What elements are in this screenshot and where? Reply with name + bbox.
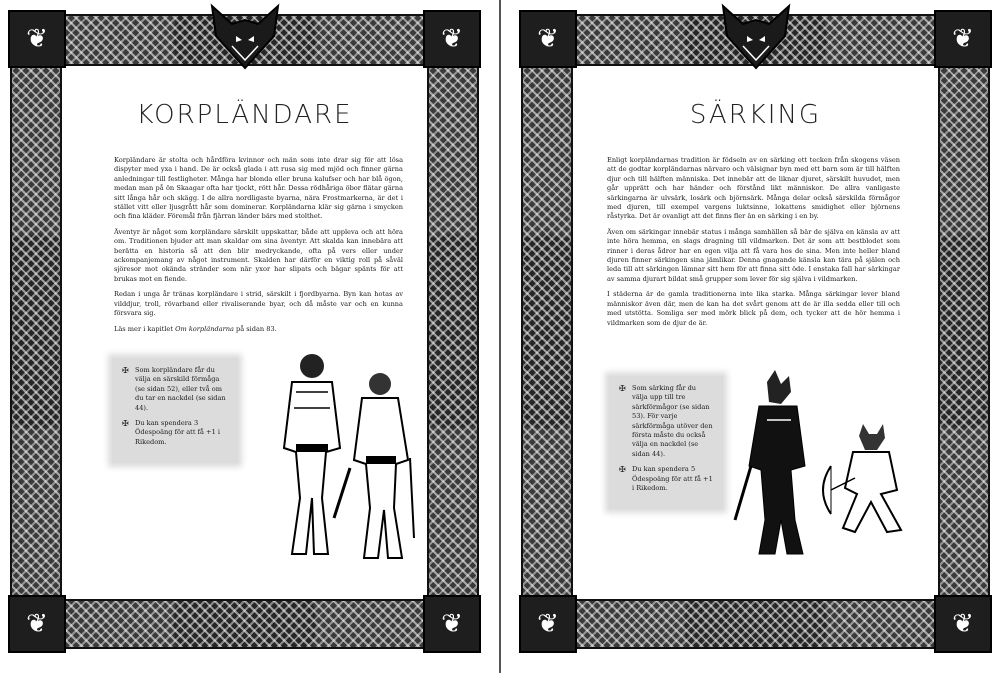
paragraph: Korpländare är stolta och hårdföra kvinnor och män som inte drar sig för att lösa dispyter med yxa i hand. De är också glada i att rusa sig med mjöd och finner gärna anledningar till festligheter. Många har blonda eller bruna kalufser och har blå ögon, medan man på ön Skaagar ofta har tjockt, rött hår. Dessa rödhåriga öbor flätar gärna sitt långa hår och skägg. I de allra nordligaste byarna, nära Frostmarkerna, är det i stället vitt eller ljusgrått hår som dominerar. Korpländarna klär sig gärna i smycken och fina kläder. Föremål från fjärran länder bärs med stolthet.: [114, 156, 403, 221]
page-content: [70, 70, 419, 595]
corner-ornament-icon: ❦: [519, 10, 577, 68]
corner-ornament-icon: ❦: [519, 595, 577, 653]
paragraph: Äventyr är något som korpländare särskilt uppskattar, både att uppleva och att höra om. Traditionen bjuder att man skaldar om sina äventyr. Att skalda kan innebära att berätta en historia så att den blir medryckande, ofta på vers eller under ackompanjemang av något instrument. Skalden har därför en viktig roll på såväl sjöresor mot okända stränder som när yxor har slipats och bägar spänts för att brukas mot en fiende.: [114, 227, 403, 283]
paragraph: Enligt korpländarnas tradition är födseln av en särking ett tecken från skogens väsen att de godtar korpländarnas närvaro och välsignar byn med ett barn som är till hälften djur och till hälften människa. Det innebär att de liknar djuret, särskilt huvudet, men går upprätt och har händer och förstånd likt människor. De allra vanligaste särkingarna är ulvsärk, losärk och björnsärk. Många delar också särskilda förmågor med djuren, till exempel vargens luktsinne, lokattens smidighet eller björnens råstyrka. Det är ovanligt att det finns fler än en särking i en by.: [607, 156, 900, 221]
paragraph: Även om särkingar innebär status i många samhällen så bär de själva en känsla av att inte höra hemma, en slags dragning till vildmarken. Det är som att bestblodet som rinner i deras ådror har en egen vilja att få vara hos de sina. Men inte heller bland djuren finner särkingen sina jämlikar. Denna gnagande känsla kan tära på själen och leda till att särkingen lämnar sitt hem för att finna sitt öde. I enstaka fall har särkingar av samma djurart bildat små grupper som lever för sig själva i vildmarken.: [607, 227, 900, 283]
rules-infobox: [112, 358, 238, 463]
frame-bottom: [521, 599, 990, 649]
chapter-reference: Om korpländarna: [175, 324, 234, 333]
bullet-icon: ✠: [619, 465, 626, 475]
list-item: ✠ Som korpländare får du välja en särskild förmåga (se sidan 52), eller två om du tar en nackdel (se sidan 44).: [122, 366, 226, 412]
list-item: ✠ Du kan spendera 3 Ödespoäng för att få +1 i Rikedom.: [122, 419, 220, 446]
warrior-illustration: [270, 348, 426, 564]
rules-infobox: [609, 376, 723, 509]
see-also-reference: Läs mer i kapitlet Om korpländarna på sidan 83.: [114, 324, 277, 333]
page-korplandare: [0, 0, 489, 673]
frame-left: [521, 14, 573, 649]
bullet-icon: ✠: [619, 384, 626, 393]
bullet-icon: ✠: [122, 366, 129, 375]
corner-ornament-icon: ❦: [423, 10, 481, 68]
body-text: [607, 156, 900, 334]
list-item: ✠ Du kan spendera 5 Ödespoäng för att få +1 i Rikedom.: [619, 465, 713, 493]
corner-ornament-icon: ❦: [423, 595, 481, 653]
frame-left: [10, 14, 62, 649]
corner-ornament-icon: ❦: [934, 595, 992, 653]
page-content: [581, 70, 930, 595]
page-title: SÄRKING: [689, 100, 822, 130]
frame-right: [427, 14, 479, 649]
wolf-head-crest-icon: [717, 2, 795, 72]
corner-ornament-icon: ❦: [8, 10, 66, 68]
bullet-icon: ✠: [122, 419, 129, 429]
corner-ornament-icon: ❦: [8, 595, 66, 653]
frame-right: [938, 14, 990, 649]
body-text: [114, 156, 403, 340]
paragraph: Redan i unga år tränas korpländare i strid, särskilt i fjordbyarna. Byn kan hotas av vilddjur, troll, rövarband eller rivaliserande byar, och då måste var och en kunna försvara sig.: [114, 290, 403, 318]
list-item: ✠ Som särking får du välja upp till tre särkförmågor (se sidan 53). För varje särkförmåga utöver den första måste du också välja en nackdel (se sidan 44).: [619, 384, 713, 458]
page-divider: [499, 0, 501, 673]
page-sarking: [511, 0, 1000, 673]
page-title: KORPLÄNDARE: [136, 100, 353, 130]
beast-folk-illustration: [731, 370, 921, 560]
frame-bottom: [10, 599, 479, 649]
corner-ornament-icon: ❦: [934, 10, 992, 68]
wolf-head-crest-icon: [206, 2, 284, 72]
paragraph: I städerna är de gamla traditionerna inte lika starka. Många särkingar lever bland människor även där, men de kan ha det svårt genom att de är illa sedda eller till och med utstötta. Somliga ser med mörk blick på dem, och tycker att de hör hemma i vildmarken som de djur de är.: [607, 290, 900, 327]
